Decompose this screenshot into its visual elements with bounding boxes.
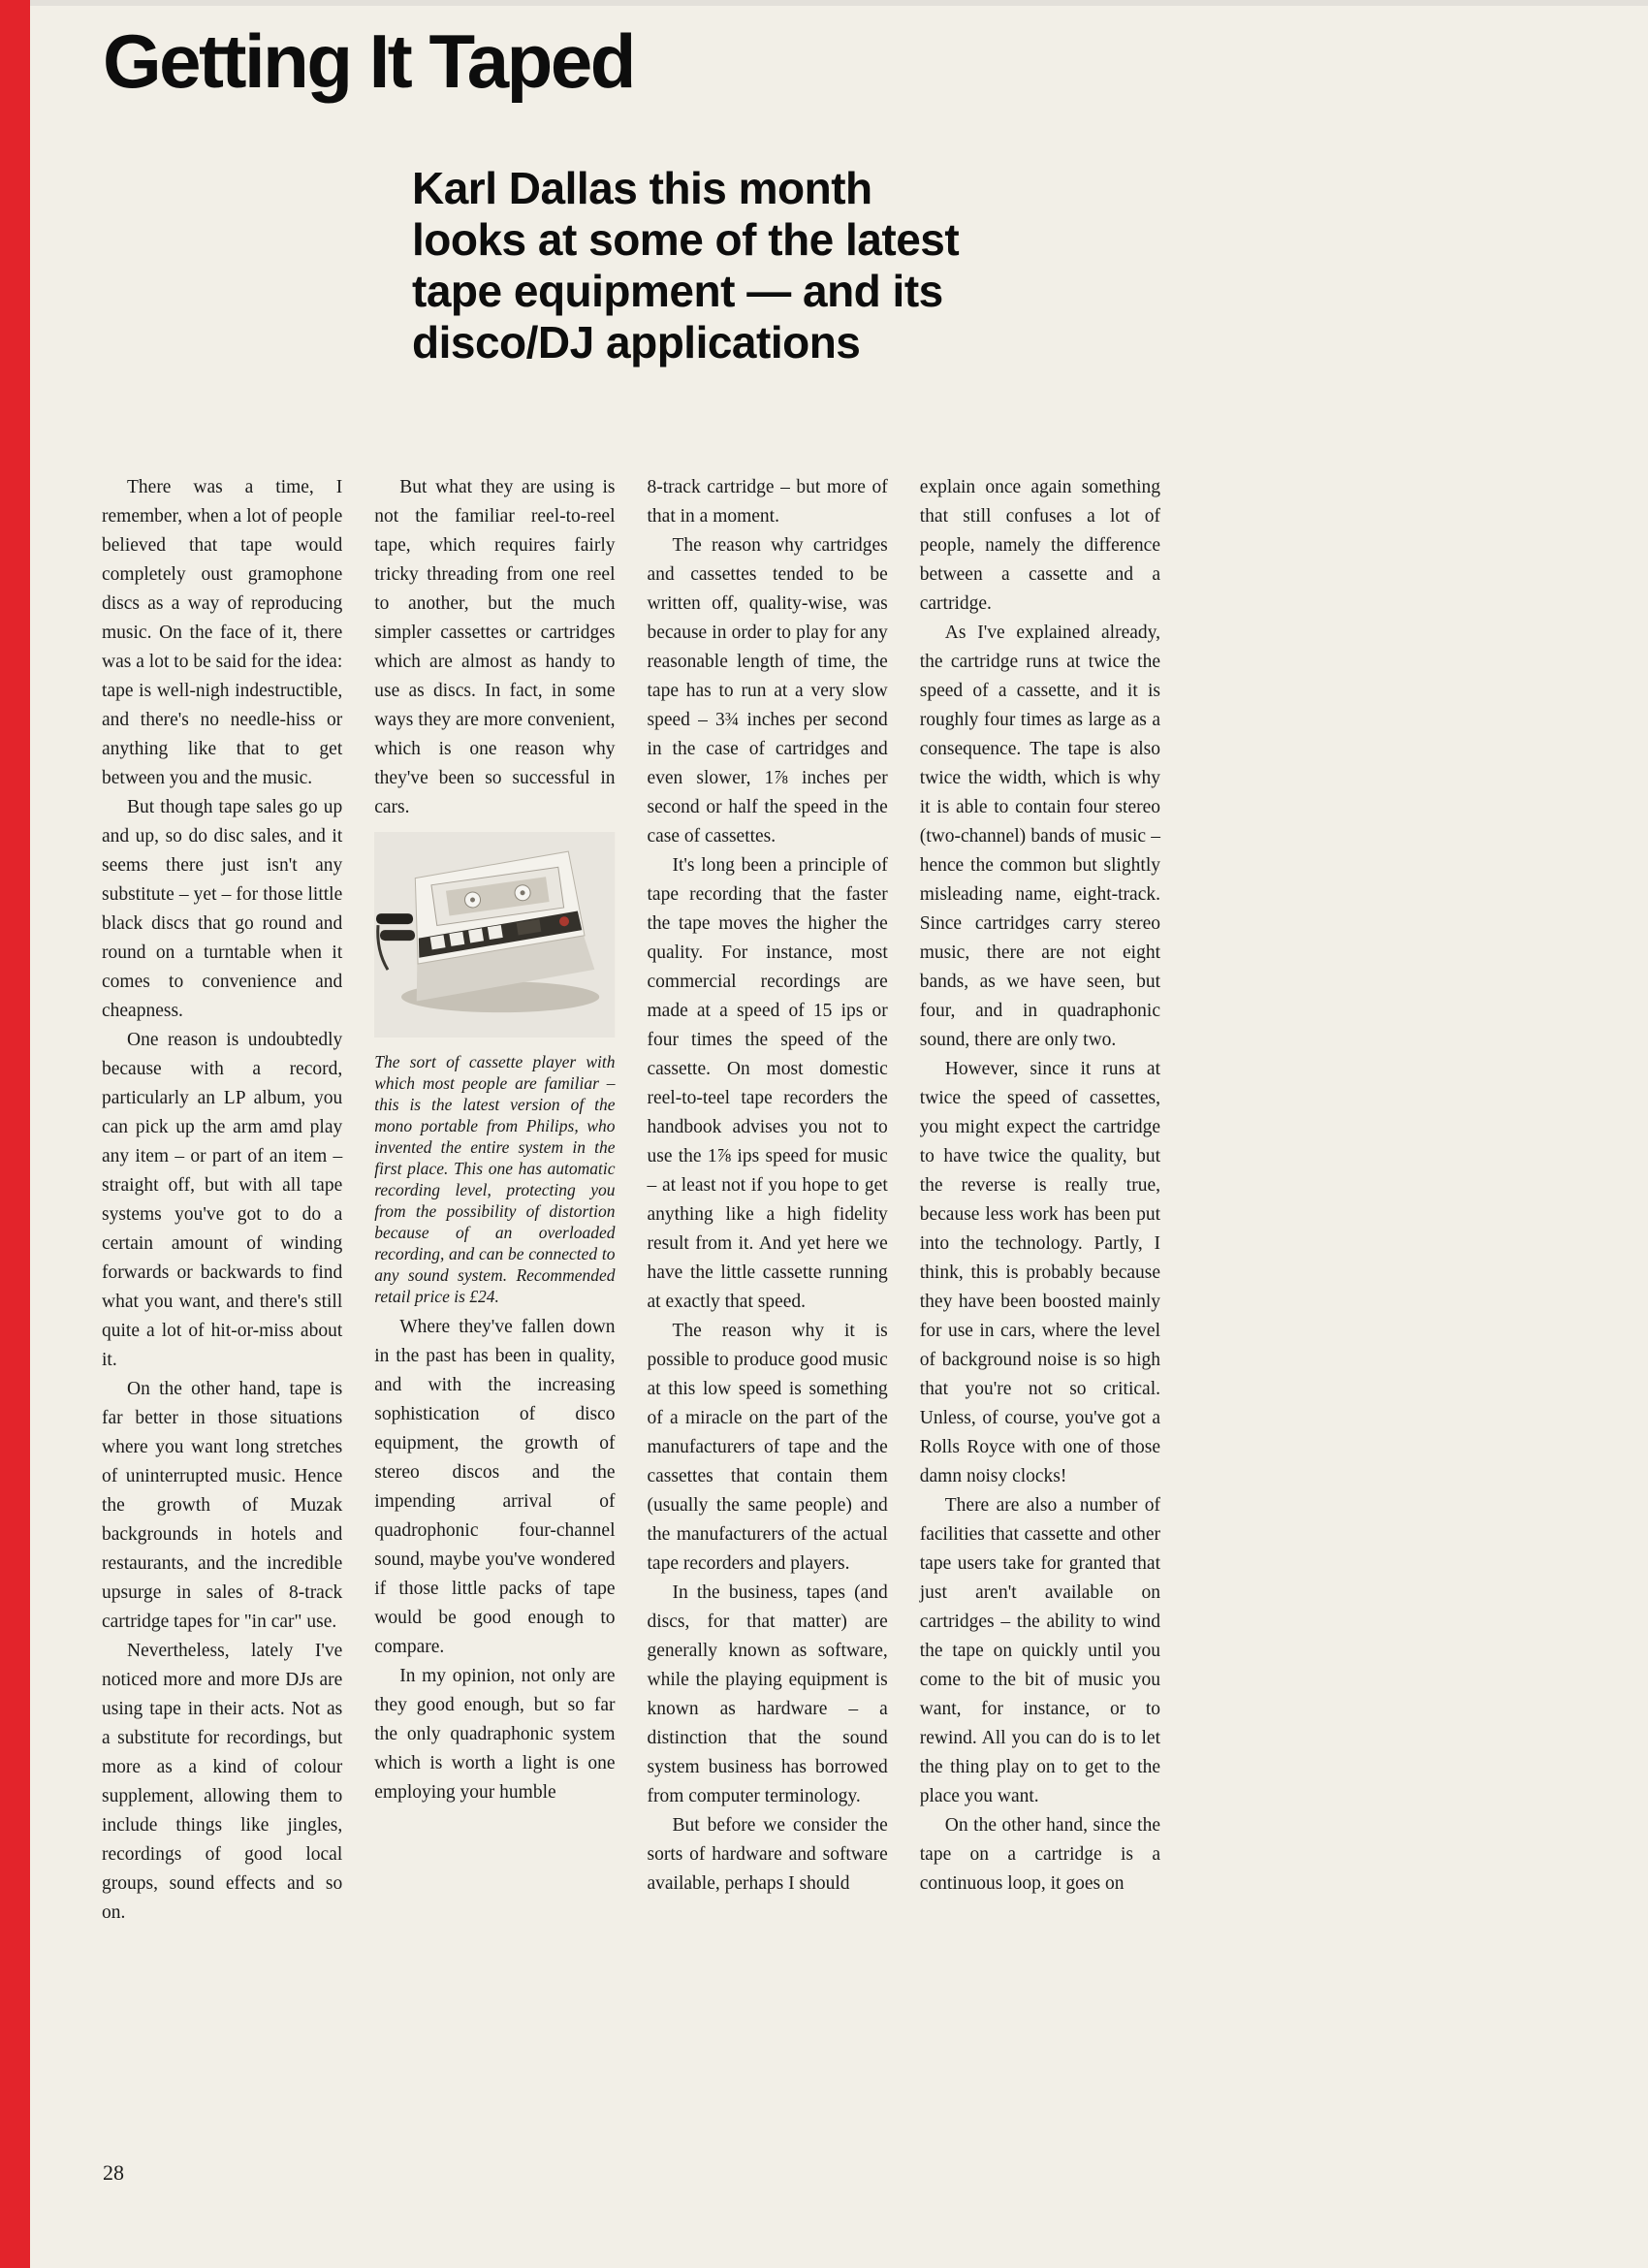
article-standfirst — [412, 163, 959, 368]
photo-caption: The sort of cassette player with which most people are familiar – this is the latest version of the mono portable from Philips, who invented the entire system in the first place. This one has automatic recording level, protecting you from the possibility of distortion because of an overloaded recording, and can be connected to any sound system. Recommended retail price is £24. — [374, 1052, 616, 1307]
paragraph: explain once again something that still confuses a lot of people, namely the difference between a cassette and a cartridge. — [919, 477, 1160, 614]
paragraph: There was a time, I remember, when a lot of people believed that tape would completely oust gramophone discs as a way of reproducing music. On the face of it, there was a lot to be said for the idea: tape is well-nigh indestructible, and there's no needle-hiss or anything like that to get between you and the music. — [102, 477, 343, 788]
paragraph: On the other hand, tape is far better in those situations where you want long stretches of uninterrupted music. Hence the growth of Muzak backgrounds in hotels and restaurants, and the incredible upsurge in sales of 8-track cartridge tapes for "in car" use. — [102, 1379, 343, 1632]
paragraph: The reason why it is possible to produce good music at this low speed is something of a miracle on the part of the manufacturers of tape and the cassettes that contain them (usually the same people) and the manufacturers of the actual tape recorders and players. — [647, 1321, 888, 1574]
article-photo-figure — [374, 832, 615, 1307]
standfirst-line: disco/DJ applications — [412, 317, 861, 367]
column-4 — [920, 473, 1160, 1928]
paragraph: Nevertheless, lately I've noticed more and more DJs are using tape in their acts. Not as a substitute for recordings, but more as a kind of colour supplement, allowing them to include things like jingles, recordings of good local groups, sound effects and so on. — [102, 1641, 343, 1923]
paragraph: One reason is undoubtedly because with a record, particularly an LP album, you can pick up the arm amd play any item – or part of an item – straight off, but with all tape systems you've got to do a certain amount of winding forwards or backwards to find what you want, and there's still quite a lot of hit-or-miss about it. — [102, 1030, 343, 1370]
article-title: Getting It Taped — [103, 18, 634, 104]
standfirst-line: tape equipment — and its — [412, 266, 943, 316]
standfirst-line: looks at some of the latest — [412, 214, 960, 265]
paragraph: On the other hand, since the tape on a cartridge is a continuous loop, it goes on — [919, 1815, 1160, 1894]
paragraph: It's long been a principle of tape recording that the faster the tape moves the higher the quality. For instance, most commercial recordings are made at a speed of 15 ips or four times the speed of the cassette. On most domestic reel-to-teel tape recorders the handbook advises you not to use the 1⅞ ips speed for music – at least not if you hope to get anything like a high fidelity result from it. And yet here we have the little cassette running at exactly that speed. — [647, 855, 888, 1312]
paragraph: However, since it runs at twice the speed of cassettes, you might expect the cartridge to have twice the quality, but the reverse is really true, because less work has been put into the technology. Partly, I think, this is probably because they have been boosted mainly for use in cars, where the level of background noise is so high that you're not so critical. Unless, of course, you've got a Rolls Royce with one of those damn noisy clocks! — [919, 1059, 1160, 1486]
paragraph: In the business, tapes (and discs, for that matter) are generally known as software, while the playing equipment is known as hardware – a distinction that the sound system business has borrowed from computer terminology. — [647, 1582, 888, 1806]
column-3 — [648, 473, 888, 1928]
column-1 — [102, 473, 342, 1928]
left-margin-stripe — [0, 0, 30, 2268]
paragraph: The reason why cartridges and cassettes tended to be written off, quality-wise, was because in order to play for any reasonable length of time, the tape has to run at a very slow speed – 3¾ inches per second in the case of cartridges and even slower, 1⅞ inches per second or half the speed in the case of cassettes. — [647, 535, 888, 847]
paragraph: But though tape sales go up and up, so do disc sales, and it seems there just isn't any substitute – yet – for those little black discs that go round and round on a turntable when it comes to convenience and cheapness. — [102, 797, 343, 1021]
cassette-player-photo — [374, 832, 615, 1038]
paragraph: Where they've fallen down in the past has been in quality, and with the increasing sophistication of disco equipment, the growth of stereo discos and the impending arrival of quadrophonic four-channel sound, maybe you've wondered if those little packs of tape would be good enough to compare. — [374, 1317, 616, 1658]
paragraph: But what they are using is not the familiar reel-to-reel tape, which requires fairly tricky threading from one reel to another, but the much simpler cassettes or cartridges which are almost as handy to use as discs. In fact, in some ways they are more convenient, which is one reason why they've been so successful in cars. — [374, 477, 616, 817]
article-body — [102, 473, 1160, 1928]
page-top-edge — [30, 0, 1648, 6]
paragraph: 8-track cartridge – but more of that in a moment. — [647, 477, 888, 527]
paragraph: But before we consider the sorts of hardware and software available, perhaps I should — [647, 1815, 888, 1894]
standfirst-line: Karl Dallas this month — [412, 163, 872, 213]
page-number: 28 — [103, 2160, 124, 2185]
paragraph: There are also a number of facilities that cassette and other tape users take for granted that just aren't available on cartridges – the ability to wind the tape on quickly until you come to the bit of music you want, for instance, or to rewind. All you can do is to let the thing play on to get to the place you want. — [919, 1495, 1160, 1806]
column-2 — [374, 473, 615, 1928]
paragraph: In my opinion, not only are they good enough, but so far the only quadraphonic system which is worth a light is one employing your humble — [374, 1666, 616, 1804]
paragraph: As I've explained already, the cartridge runs at twice the speed of a cassette, and it is roughly four times as large as a consequence. The tape is also twice the width, which is why it is able to contain four stereo (two-channel) bands of music – hence the common but slightly misleading name, eight-track. Since cartridges carry stereo music, there are not eight bands, as we have seen, but four, and in quadraphonic sound, there are only two. — [919, 623, 1160, 1050]
